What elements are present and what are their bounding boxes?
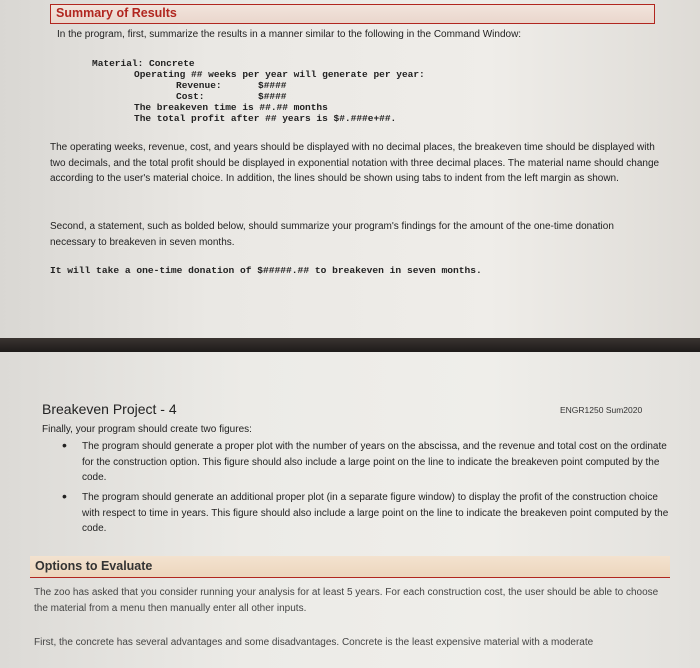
code-material: Material: Concrete — [92, 58, 195, 69]
page-heading: Breakeven Project - 4 — [42, 401, 177, 417]
donation-statement: It will take a one-time donation of $#####.## to breakeven in seven months. — [50, 265, 482, 276]
concrete-text: First, the concrete has several advantages and some disadvantages. Concrete is the least expensive material with a moderate — [34, 637, 594, 648]
intro-text: In the program, first, summarize the results in a manner similar to the following in the Command Window: — [57, 29, 522, 40]
course-label: ENGR1250 Sum2020 — [560, 405, 643, 415]
section-title: Options to Evaluate — [35, 559, 153, 573]
code-profit: The total profit after ## years is $#.###e+##. — [134, 113, 397, 124]
code-revenue-value: $#### — [258, 80, 287, 91]
options-text: The zoo has asked that you consider running your analysis for at least 5 years. For each construction cost, the user should be able to choose the material from a menu then manually enter all other inputs. — [34, 587, 659, 614]
figures-intro: Finally, your program should create two figures: — [42, 424, 252, 435]
paragraph-donation: Second, a statement, such as bolded below, should summarize your program's findings for the amount of the one-time donation necessary to breakeven in seven months. — [50, 221, 614, 248]
code-breakeven: The breakeven time is ##.## months — [134, 102, 328, 113]
document-page-2 — [0, 352, 700, 668]
code-operating: Operating ## weeks per year will generate per year: — [134, 69, 425, 80]
bullet-icon: • — [62, 437, 67, 453]
section-header-summary — [50, 4, 655, 24]
section-title: Summary of Results — [56, 6, 177, 20]
paragraph-formatting: The operating weeks, revenue, cost, and years should be displayed with no decimal places, the breakeven time should be displayed with two decimals, and the total profit should be displayed in exponential notation with three decimal places. The material name should change according to the user's material choice. In addition, the lines should be shown using tabs to indent from the left margin as shown. — [50, 142, 660, 184]
code-cost-value: $#### — [258, 91, 287, 102]
section-header-options — [30, 556, 670, 578]
bullet-icon: • — [62, 488, 67, 504]
bullet-item-1: The program should generate a proper plot with the number of years on the abscissa, and the revenue and total cost on the ordinate for the construction option. This figure should also include a large point on the line to indicate the breakeven point computed by the code. — [82, 441, 667, 483]
code-revenue-label: Revenue: — [176, 80, 222, 91]
bullet-item-2: The program should generate an additional proper plot (in a separate figure window) to display the profit of the construction choice with respect to time in years. This figure should also include a large point on the line to indicate the breakeven point computed by the code. — [82, 492, 669, 534]
page-gap — [0, 338, 700, 352]
code-cost-label: Cost: — [176, 91, 205, 102]
